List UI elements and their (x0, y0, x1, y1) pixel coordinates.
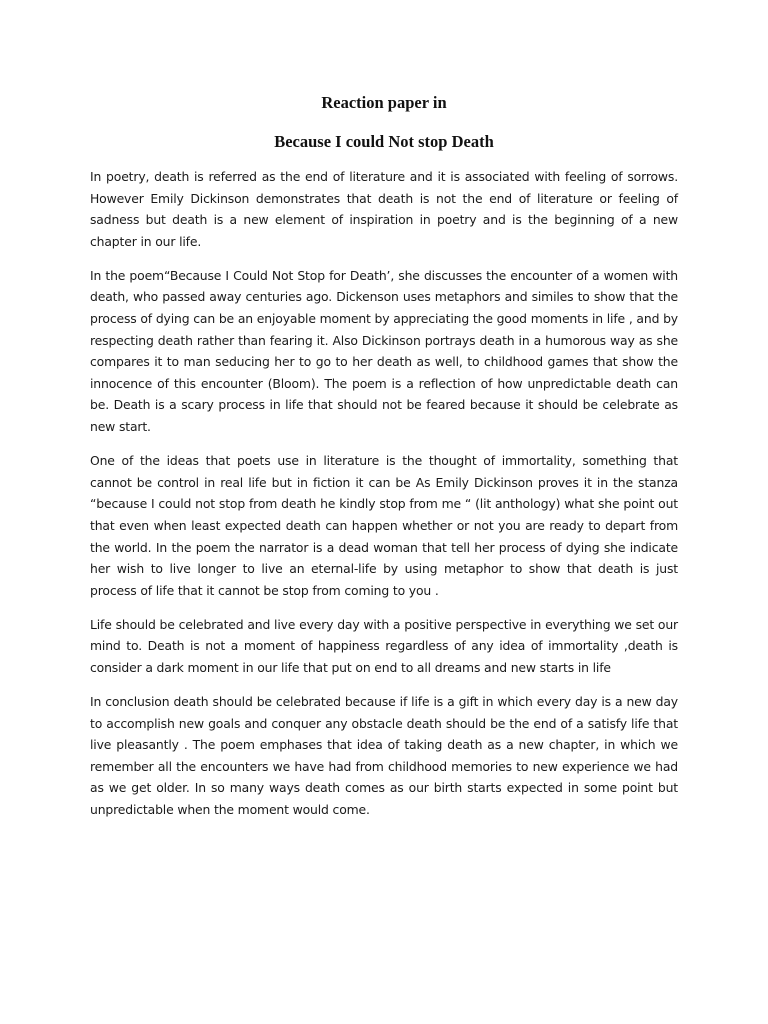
paragraph-immortality: One of the ideas that poets use in literature is the thought of immortality, something that cannot be control in real life but in fiction it can be As Emily Dickinson proves it in the stanza “because I could not stop from death he kindly stop from me “ (lit anthology) what she point out that even when least expected death can happen whether or not you are ready to depart from the world. In the poem the narrator is a dead woman that tell her process of dying she indicate her wish to live longer to live an eternal-life by using metaphor to show that death is just process of life that it cannot be stop from coming to you . (90, 453, 678, 598)
paragraph-poem-discussion: In the poem“Because I Could Not Stop for Death’, she discusses the encounter of a women with death, who passed away centuries ago. Dickenson uses metaphors and similes to show that the process of dying can be an enjoyable moment by appreciating the good moments in life , and by respecting death rather than fearing it. Also Dickinson portrays death in a humorous way as she compares it to man seducing her to go to her death as well, to childhood games that show the innocence of this encounter (Bloom). The poem is a reflection of how unpredictable death can be. Death is a scary process in life that should not be feared because it should be celebrate as new start. (90, 267, 678, 435)
paragraph-conclusion: In conclusion death should be celebrated because if life is a gift in which every day is a new day to accomplish new goals and conquer any obstacle death should be the end of a satisfy life that live pleasantly . The poem emphases that idea of taking death as a new chapter, in which we remember all the encounters we have had from childhood memories to new experience we had as we get older. In so many ways death comes as our birth starts expected in some point but unpredictable when the moment would come. (90, 694, 678, 818)
document-title: Reaction paper in (321, 93, 447, 112)
document-subtitle: Because I could Not stop Death (274, 132, 494, 151)
paragraph-celebration: Life should be celebrated and live every day with a positive perspective in everything we set our mind to. Death is not a moment of happiness regardless of any idea of immortality ,death is consider a dark moment in our life that put on end to all dreams and new starts in life (90, 616, 678, 675)
document-body (90, 166, 678, 833)
paragraph-intro: In poetry, death is referred as the end of literature and it is associated with feeling of sorrows. However Emily Dickinson demonstrates that death is not the end of literature or feeling of sadness but death is a new element of inspiration in poetry and is the beginning of a new chapter in our life. (90, 169, 678, 249)
